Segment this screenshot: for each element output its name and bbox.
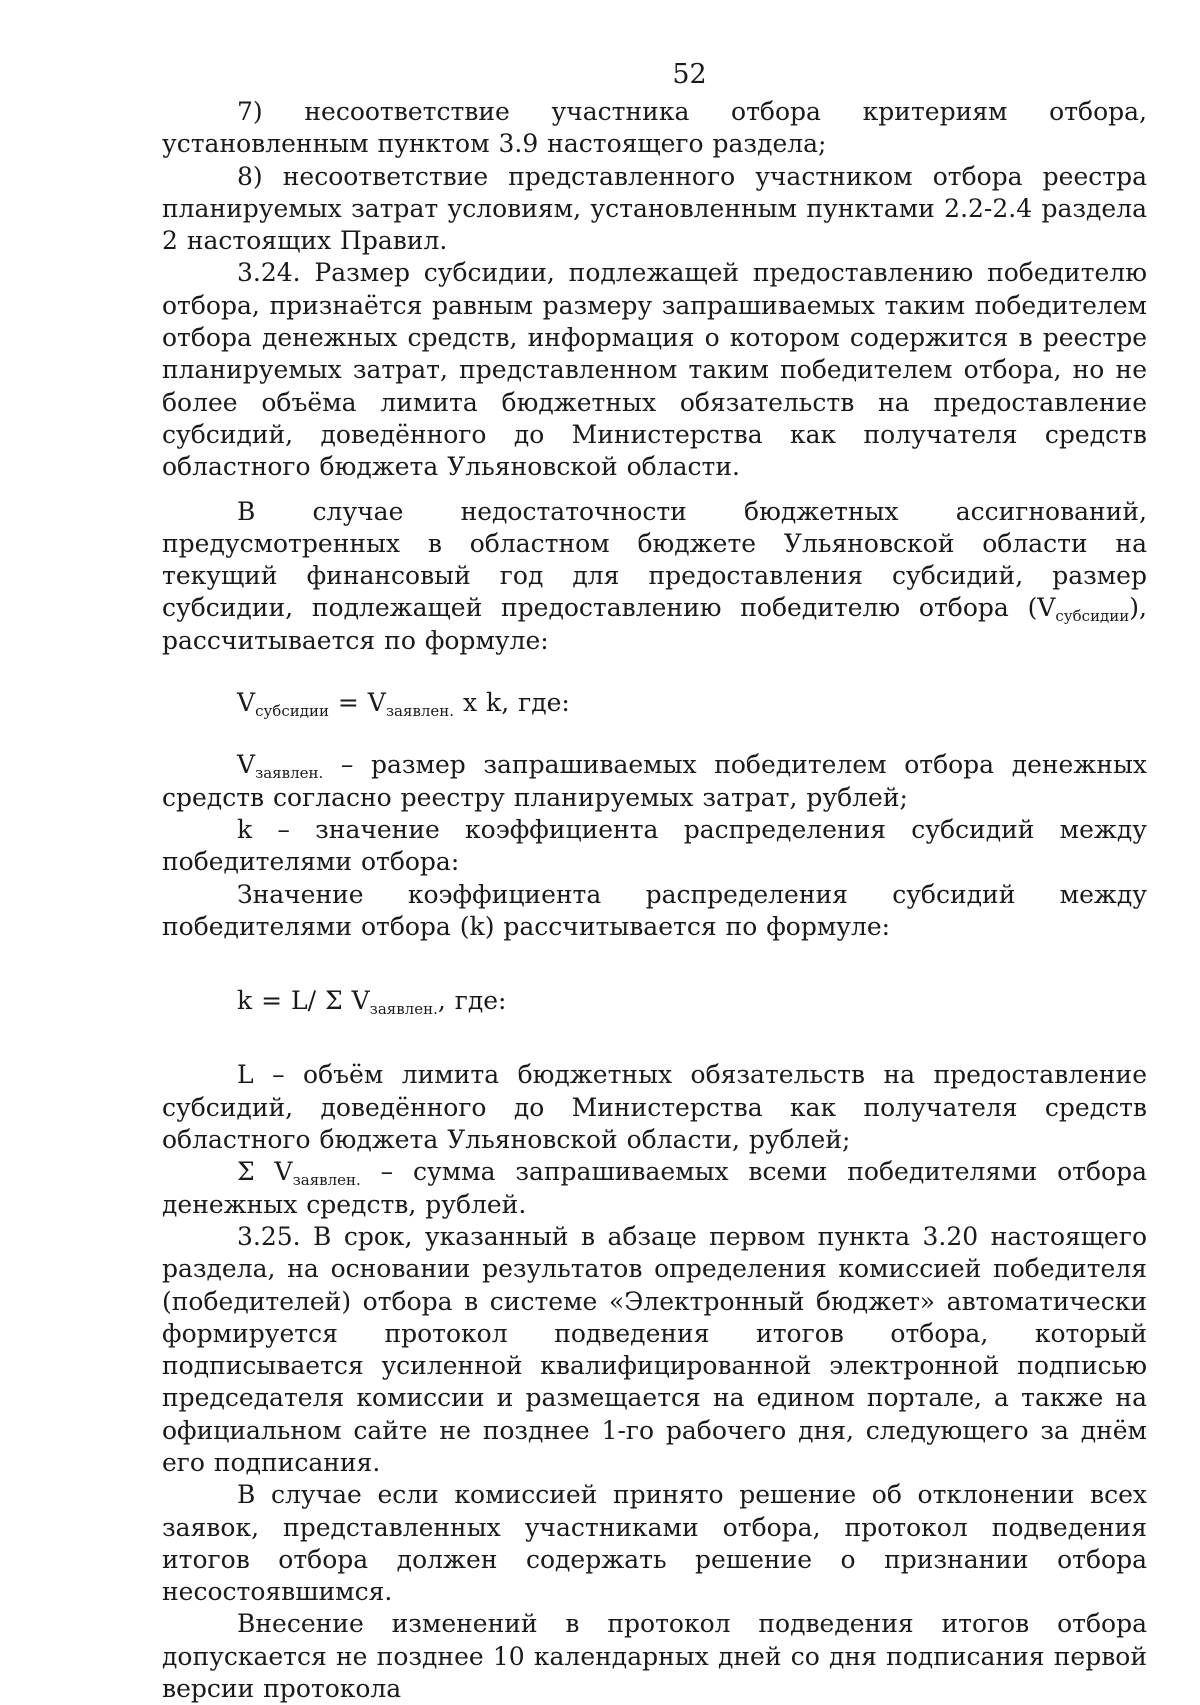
definition-sum-sub: заявлен. bbox=[292, 1171, 361, 1190]
insufficiency-text-end: ), рассчитывается по формуле: bbox=[162, 593, 1147, 655]
formula-k-tail: , где: bbox=[437, 986, 507, 1016]
definition-sum-text: – сумма запрашиваемых всеми победителями отбора денежных средств, рублей. bbox=[162, 1157, 1148, 1219]
document-page bbox=[162, 58, 1147, 1705]
formula-sub-declared: заявлен. bbox=[385, 702, 455, 721]
definition-sum bbox=[162, 1156, 1147, 1221]
page-number: 52 bbox=[672, 59, 707, 90]
paragraph-rejection: В случае если комиссией принято решение об отклонении всех заявок, представленных участниками отбора, протокол подведения итогов отбора должен содержать решение о признании отбора несостоявшимся. bbox=[162, 1480, 1147, 1607]
definition-v-text: – размер запрашиваемых победителем отбора денежных средств согласно реестру планируемых затрат, рублей; bbox=[162, 750, 1147, 812]
formula-subsidy bbox=[162, 687, 1147, 719]
paragraph-amendments: Внесение изменений в протокол подведения итогов отбора допускается не позднее 10 календарных дней со дня подписания первой версии протокола bbox=[162, 1609, 1147, 1704]
formula-k-head: k = L/ Σ V bbox=[237, 986, 370, 1016]
paragraph-insufficiency bbox=[162, 496, 1147, 657]
paragraph-item-8: 8) несоответствие представленного участником отбора реестра планируемых затрат условиям, установленным пунктами 2.2-2.4 раздела 2 настоящих Правил. bbox=[162, 161, 1147, 256]
definition-l: L – объём лимита бюджетных обязательств на предоставление субсидий, доведённого до Министерства как получателя средств областного бюджета Ульяновской области, рублей; bbox=[162, 1060, 1147, 1155]
definition-v-declared bbox=[162, 749, 1147, 814]
definition-v-sub: заявлен. bbox=[255, 764, 324, 783]
subscript-subsidy: субсидии bbox=[1055, 607, 1130, 626]
definition-sum-head: Σ V bbox=[237, 1157, 293, 1187]
paragraph-item-7: 7) несоответствие участника отбора критериям отбора, установленным пунктом 3.9 настоящего раздела; bbox=[162, 97, 1147, 159]
formula-sub-subsidy: субсидии bbox=[255, 702, 329, 721]
paragraph-3-24: 3.24. Размер субсидии, подлежащей предоставлению победителю отбора, признаётся равным размеру запрашиваемых таким победителем отбора денежных средств, информация о котором содержится в реестре планируемых затрат, представленном таким победителем отбора, но не более объёма лимита бюджетных обязательств на предоставление субсидий, доведённого до Министерства как получателя средств областного бюджета Ульяновской области. bbox=[162, 258, 1147, 482]
paragraph-3-25: 3.25. В срок, указанный в абзаце первом пункта 3.20 настоящего раздела, на основании результатов определения комиссией победителя (победителей) отбора в системе «Электронный бюджет» автоматически формируется протокол подведения итогов отбора, который подписывается усиленной квалифицированной электронной подписью председателя комиссии и размещается на едином портале, а также на официальном сайте не позднее 1-го рабочего дня, следующего за днём его подписания. bbox=[162, 1221, 1147, 1477]
formula-tail: x k, где: bbox=[454, 688, 570, 718]
definition-k: k – значение коэффициента распределения субсидий между победителями отбора: bbox=[162, 814, 1147, 877]
formula-equals: = V bbox=[328, 688, 386, 718]
formula-k-sub: заявлен. bbox=[369, 1000, 438, 1019]
insufficiency-text: В случае недостаточности бюджетных ассигнований, предусмотренных в областном бюджете Ульяновской области на текущий финансовый год для предоставления субсидий, размер субсидии, подлежащей предоставлению победителю отбора (V bbox=[162, 496, 1147, 623]
formula-k bbox=[162, 985, 1147, 1017]
paragraph-k-calculation: Значение коэффициента распределения субсидий между победителями отбора (k) рассчитывается по формуле: bbox=[162, 879, 1147, 941]
formula-v: V bbox=[237, 688, 256, 718]
definition-v: V bbox=[237, 750, 256, 780]
